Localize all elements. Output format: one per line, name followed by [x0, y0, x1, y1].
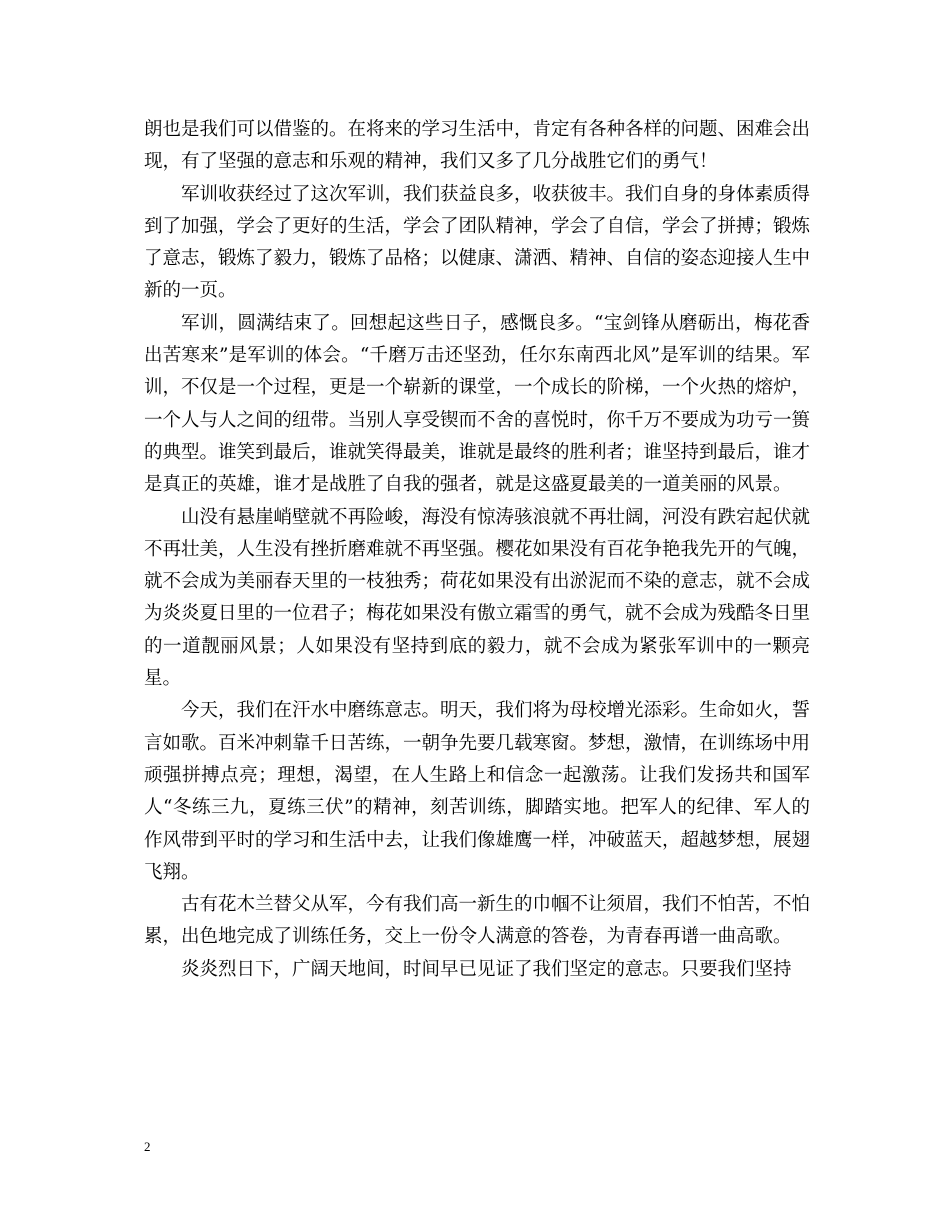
- paragraph-2: 军训收获经过了这次军训，我们获益良多，收获彼丰。我们自身的身体素质得到了加强，学会了更好的生活，学会了团队精神，学会了自信，学会了拼搏；锻炼了意志，锻炼了毅力，锻炼了品格；以健康、潇洒、精神、自信的姿态迎接人生中新的一页。: [144, 183, 811, 302]
- document-body: [144, 114, 810, 986]
- paragraph-6: 古有花木兰替父从军，今有我们高一新生的巾帼不让须眉，我们不怕苦，不怕累，出色地完成了训练任务，交上一份令人满意的答卷，为青春再谱一曲高歌。: [144, 894, 811, 948]
- paragraph-3: 军训，圆满结束了。回想起这些日子，感慨良多。“宝剑锋从磨砺出，梅花香出苦寒来”是军训的体会。“千磨万击还坚劲，任尔东南西北风”是军训的结果。军训，不仅是一个过程，更是一个崭新的课堂，一个成长的阶梯，一个火热的熔炉，一个人与人之间的纽带。当别人享受锲而不舍的喜悦时，你千万不要成为功亏一篑的典型。谁笑到最后，谁就笑得最美，谁就是最终的胜利者；谁坚持到最后，谁才是真正的英雄，谁才是战胜了自我的强者，就是这盛夏最美的一道美丽的风景。: [144, 312, 811, 496]
- paragraph-4: 山没有悬崖峭壁就不再险峻，海没有惊涛骇浪就不再壮阔，河没有跌宕起伏就不再壮美，人生没有挫折磨难就不再坚强。樱花如果没有百花争艳我先开的气魄，就不会成为美丽春天里的一枝独秀；荷花如果没有出淤泥而不染的意志，就不会成为炎炎夏日里的一位君子；梅花如果没有傲立霜雪的勇气，就不会成为残酷冬日里的一道靓丽风景；人如果没有坚持到底的毅力，就不会成为紧张军训中的一颗亮星。: [144, 506, 811, 690]
- paragraph-7: 炎炎烈日下，广阔天地间，时间早已见证了我们坚定的意志。只要我们坚持: [181, 958, 792, 980]
- paragraph-5: 今天，我们在汗水中磨练意志。明天，我们将为母校增光添彩。生命如火，誓言如歌。百米冲刺靠千日苦练，一朝争先要几载寒窗。梦想，激情，在训练场中用顽强拼搏点亮；理想，渴望，在人生路上和信念一起激荡。让我们发扬共和国军人“冬练三九，夏练三伏”的精神，刻苦训练，脚踏实地。把军人的纪律、军人的作风带到平时的学习和生活中去，让我们像雄鹰一样，冲破蓝天，超越梦想，展翅飞翔。: [144, 700, 811, 883]
- paragraph-1: 朗也是我们可以借鉴的。在将来的学习生活中，肯定有各种各样的问题、困难会出现，有了坚强的意志和乐观的精神，我们又多了几分战胜它们的勇气！: [144, 119, 811, 173]
- page-number: 2: [144, 1139, 151, 1154]
